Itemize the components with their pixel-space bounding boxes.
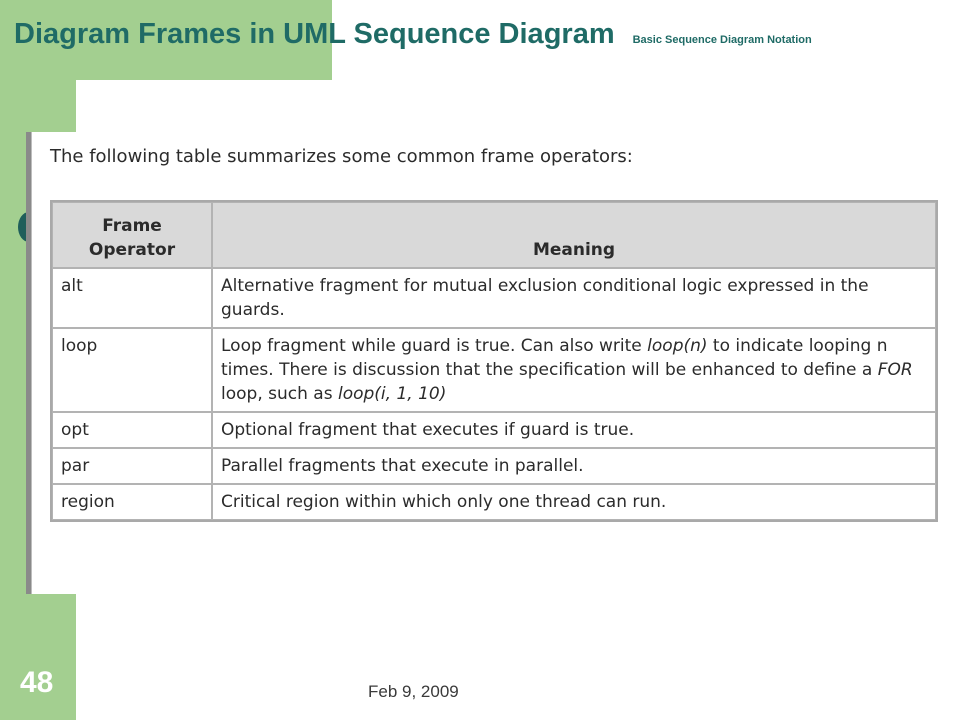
meaning-code: loop(n) xyxy=(647,336,708,356)
operator-cell: opt xyxy=(52,412,212,448)
meaning-cell: Alternative fragment for mutual exclusion conditional logic expressed in the guards. xyxy=(212,268,936,328)
operator-cell: par xyxy=(52,448,212,484)
table-intro-text: The following table summarizes some common frame operators: xyxy=(50,146,633,167)
frame-operators-table xyxy=(50,200,938,522)
slide-title: Diagram Frames in UML Sequence Diagram xyxy=(14,18,615,50)
screenshot-left-border xyxy=(26,132,32,594)
meaning-cell xyxy=(212,328,936,412)
table-row xyxy=(52,412,936,448)
table-row xyxy=(52,268,936,328)
header-frame-operator: Frame Operator xyxy=(52,202,212,268)
slide-subtitle: Basic Sequence Diagram Notation xyxy=(632,34,812,46)
meaning-text: Loop fragment while guard is true. Can also write xyxy=(221,336,648,356)
embedded-screenshot xyxy=(26,132,946,594)
meaning-text: loop, such as xyxy=(221,384,338,404)
header-meaning: Meaning xyxy=(212,202,936,268)
meaning-cell: Optional fragment that executes if guard is true. xyxy=(212,412,936,448)
table-row xyxy=(52,328,936,412)
slide-number: 48 xyxy=(20,666,54,699)
meaning-text: to indicate looping n times. There is discussion that the specification will be enhanced to define a xyxy=(221,336,888,380)
operator-cell: region xyxy=(52,484,212,520)
meaning-cell: Critical region within which only one thread can run. xyxy=(212,484,936,520)
table-row xyxy=(52,448,936,484)
meaning-code: loop(i, 1, 10) xyxy=(337,384,447,404)
table-header-row xyxy=(52,202,936,268)
meaning-code: FOR xyxy=(877,360,913,380)
table-row xyxy=(52,484,936,520)
operator-cell: alt xyxy=(52,268,212,328)
slide-title-block xyxy=(14,18,812,51)
operator-cell: loop xyxy=(52,328,212,412)
meaning-cell: Parallel fragments that execute in parallel. xyxy=(212,448,936,484)
slide-date: Feb 9, 2009 xyxy=(368,682,459,701)
